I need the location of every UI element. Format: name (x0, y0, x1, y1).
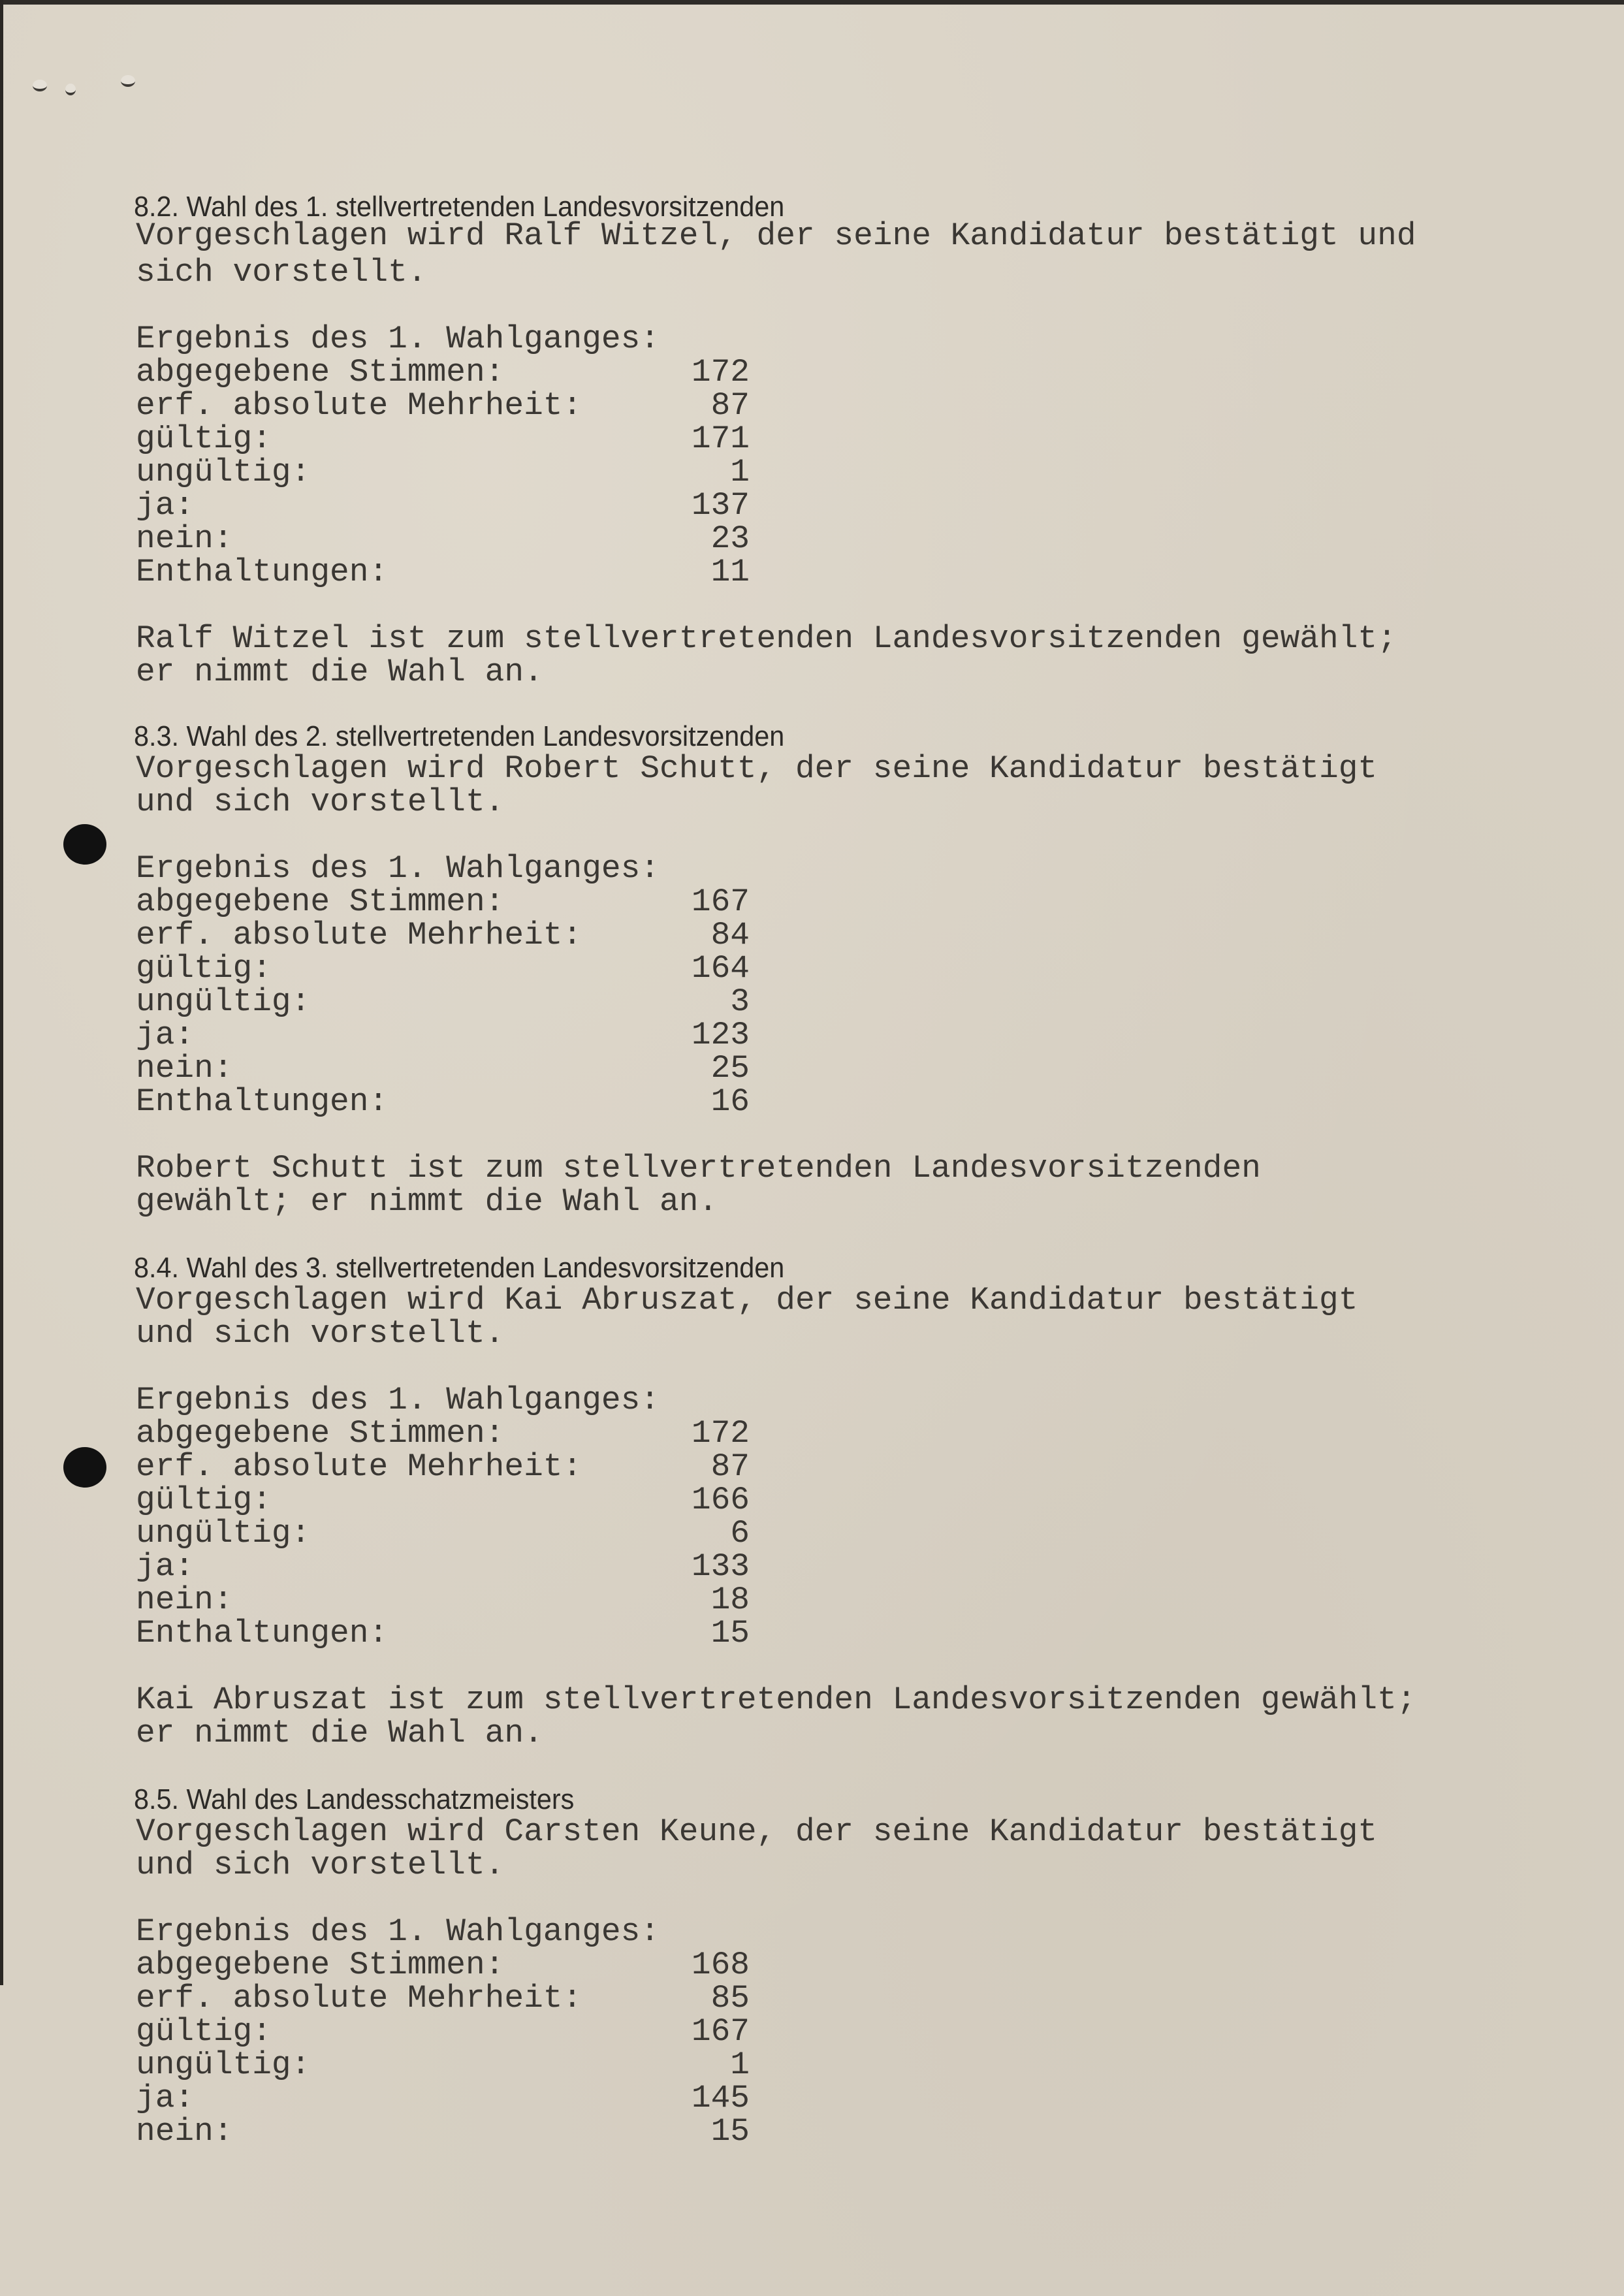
result-value: 137 (691, 487, 750, 524)
result-row (136, 2115, 750, 2148)
result-label: ungültig: (136, 2047, 311, 2083)
scan-left-edge (0, 0, 3, 1985)
result-value: 15 (710, 1615, 750, 1651)
result-row (136, 556, 750, 589)
result-value: 167 (691, 2013, 750, 2050)
result-value: 172 (691, 1415, 750, 1452)
result-label: gültig: (136, 1482, 272, 1518)
intro-line: sich vorstellt. (136, 254, 427, 291)
result-label: gültig: (136, 950, 272, 987)
result-row (136, 522, 750, 556)
section-heading: 8.2. Wahl des 1. stellvertretenden Landesvorsitzenden (134, 191, 785, 223)
result-row (136, 489, 750, 522)
conclusion-line: Ralf Witzel ist zum stellvertretenden Landesvorsitzenden gewählt; (136, 620, 1397, 657)
result-title: Ergebnis des 1. Wahlganges: (136, 1382, 660, 1418)
conclusion-line: Robert Schutt ist zum stellvertretenden Landesvorsitzenden (136, 1150, 1261, 1187)
result-value: 18 (710, 1582, 750, 1618)
result-label: abgegebene Stimmen: (136, 1947, 505, 1983)
intro-line: Vorgeschlagen wird Kai Abruszat, der seine Kandidatur bestätigt (136, 1282, 1358, 1318)
result-label: Enthaltungen: (136, 554, 389, 590)
result-row (136, 1517, 750, 1550)
result-value: 6 (730, 1515, 750, 1552)
punch-hole-icon (63, 824, 106, 865)
conclusion-line: er nimmt die Wahl an. (136, 1715, 543, 1751)
result-value: 1 (730, 454, 750, 490)
staple-mark-icon (121, 75, 135, 87)
result-title: Ergebnis des 1. Wahlganges: (136, 321, 660, 357)
result-row (136, 1982, 750, 2015)
result-value: 145 (691, 2080, 750, 2116)
result-row (136, 885, 750, 919)
result-value: 16 (710, 1083, 750, 1120)
result-label: ungültig: (136, 983, 311, 1020)
result-value: 23 (710, 520, 750, 557)
section-heading: 8.4. Wahl des 3. stellvertretenden Landesvorsitzenden (134, 1252, 785, 1284)
result-label: ungültig: (136, 1515, 311, 1552)
result-value: 87 (710, 1448, 750, 1485)
result-row (136, 1019, 750, 1052)
result-row (136, 1417, 750, 1450)
intro-line: Vorgeschlagen wird Carsten Keune, der seine Kandidatur bestätigt (136, 1813, 1378, 1850)
result-value: 171 (691, 421, 750, 457)
result-row (136, 985, 750, 1019)
result-row (136, 2015, 750, 2049)
result-value: 164 (691, 950, 750, 987)
result-row (136, 2049, 750, 2082)
result-label: erf. absolute Mehrheit: (136, 1980, 582, 2017)
result-value: 166 (691, 1482, 750, 1518)
result-label: ja: (136, 2080, 195, 2116)
result-label: erf. absolute Mehrheit: (136, 387, 582, 424)
result-label: ja: (136, 1548, 195, 1585)
result-title: Ergebnis des 1. Wahlganges: (136, 850, 660, 887)
result-value: 133 (691, 1548, 750, 1585)
result-row (136, 356, 750, 389)
intro-line: Vorgeschlagen wird Ralf Witzel, der seine Kandidatur bestätigt und (136, 217, 1416, 254)
result-row (136, 2082, 750, 2115)
result-label: ja: (136, 1017, 195, 1053)
result-label: erf. absolute Mehrheit: (136, 1448, 582, 1485)
result-label: erf. absolute Mehrheit: (136, 917, 582, 953)
intro-line: und sich vorstellt. (136, 1847, 505, 1883)
result-value: 84 (710, 917, 750, 953)
result-label: abgegebene Stimmen: (136, 884, 505, 920)
result-label: abgegebene Stimmen: (136, 354, 505, 391)
result-value: 25 (710, 1050, 750, 1087)
result-value: 1 (730, 2047, 750, 2083)
result-label: ungültig: (136, 454, 311, 490)
conclusion-line: Kai Abruszat ist zum stellvertretenden Landesvorsitzenden gewählt; (136, 1682, 1416, 1718)
result-row (136, 1949, 750, 1982)
result-row (136, 423, 750, 456)
result-row (136, 952, 750, 985)
result-row (136, 1617, 750, 1650)
result-label: nein: (136, 1050, 233, 1087)
staple-mark-icon (33, 80, 47, 91)
result-label: nein: (136, 1582, 233, 1618)
result-label: Enthaltungen: (136, 1615, 389, 1651)
staple-mark-icon (65, 84, 76, 95)
result-value: 87 (710, 387, 750, 424)
section-heading: 8.5. Wahl des Landesschatzmeisters (134, 1783, 575, 1815)
punch-hole-icon (63, 1447, 106, 1488)
result-row (136, 1550, 750, 1584)
result-label: abgegebene Stimmen: (136, 1415, 505, 1452)
result-value: 15 (710, 2113, 750, 2150)
result-title: Ergebnis des 1. Wahlganges: (136, 1913, 660, 1950)
conclusion-line: er nimmt die Wahl an. (136, 654, 543, 690)
result-row (136, 919, 750, 952)
section-heading: 8.3. Wahl des 2. stellvertretenden Landesvorsitzenden (134, 720, 785, 752)
scan-top-edge (0, 0, 1624, 5)
result-row (136, 456, 750, 489)
result-value: 123 (691, 1017, 750, 1053)
conclusion-line: gewählt; er nimmt die Wahl an. (136, 1183, 718, 1220)
result-row (136, 1085, 750, 1119)
result-value: 11 (710, 554, 750, 590)
result-row (136, 389, 750, 423)
result-value: 167 (691, 884, 750, 920)
result-value: 3 (730, 983, 750, 1020)
result-label: gültig: (136, 421, 272, 457)
result-value: 168 (691, 1947, 750, 1983)
result-row (136, 1052, 750, 1085)
result-value: 85 (710, 1980, 750, 2017)
result-value: 172 (691, 354, 750, 391)
result-row (136, 1484, 750, 1517)
intro-line: und sich vorstellt. (136, 784, 505, 820)
result-label: ja: (136, 487, 195, 524)
result-row (136, 1584, 750, 1617)
result-label: gültig: (136, 2013, 272, 2050)
result-label: nein: (136, 2113, 233, 2150)
intro-line: und sich vorstellt. (136, 1315, 505, 1352)
result-label: nein: (136, 520, 233, 557)
result-label: Enthaltungen: (136, 1083, 389, 1120)
result-row (136, 1450, 750, 1484)
intro-line: Vorgeschlagen wird Robert Schutt, der seine Kandidatur bestätigt (136, 750, 1378, 787)
